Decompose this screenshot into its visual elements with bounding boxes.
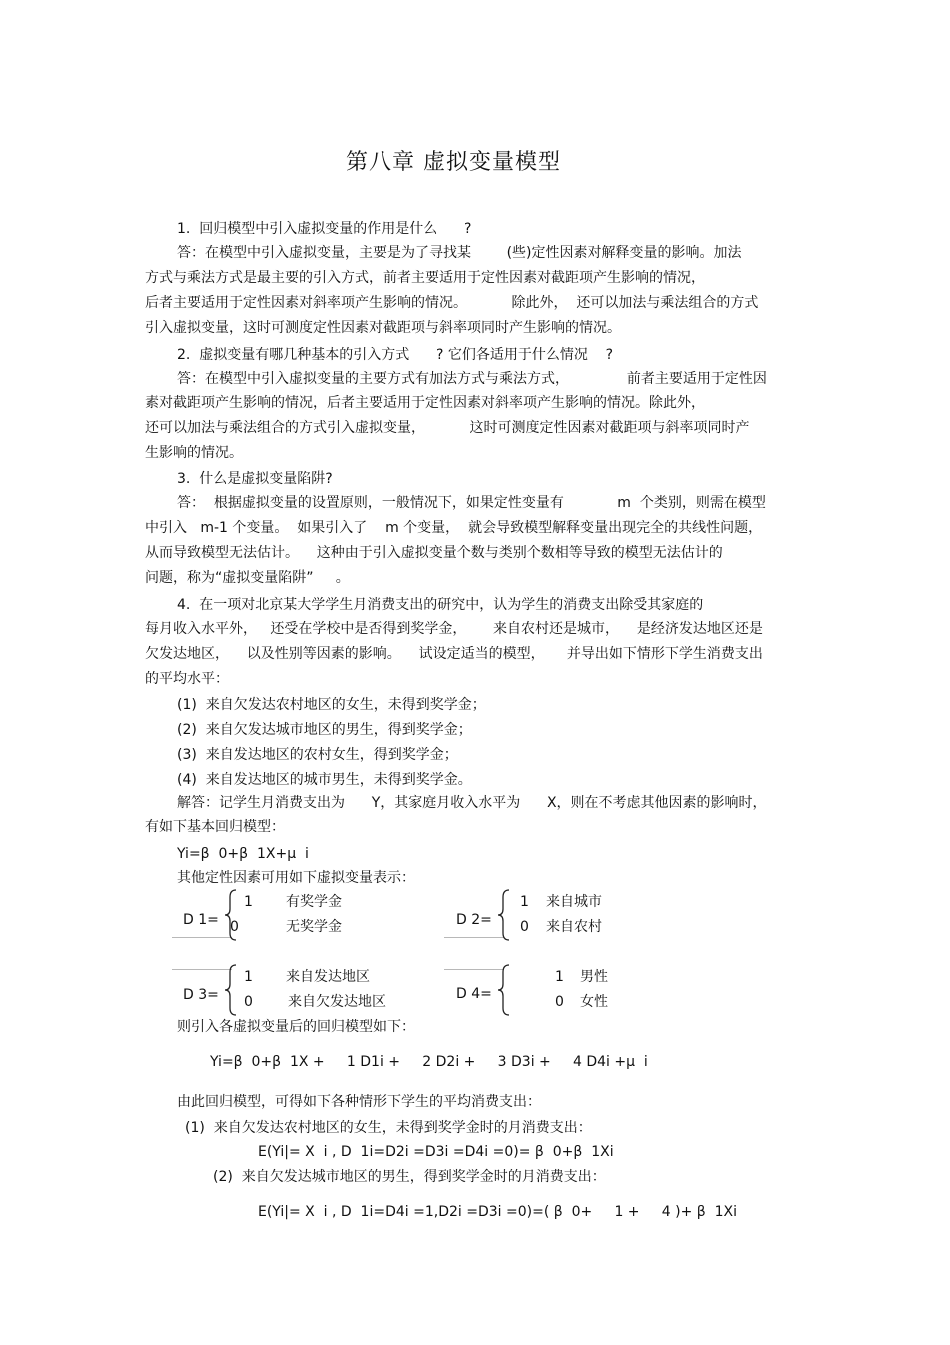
question-2: 2. 虚拟变量有哪几种基本的引入方式 ? 它们各适用于什么情况 ? bbox=[177, 347, 614, 363]
question-3: 3. 什么是虚拟变量陷阱? bbox=[177, 471, 333, 487]
dummy-d3-one-value: 1 bbox=[244, 969, 253, 985]
answer-2-line: 还可以加法与乘法组合的方式引入虚拟变量， 这时可测度定性因素对截距项与斜率项同时产 bbox=[145, 420, 750, 436]
answer-1-line: 答：在模型中引入虚拟变量，主要是为了寻找某 (些)定性因素对解释变量的影响。加法 bbox=[177, 245, 742, 261]
answer-1-line: 方式与乘法方式是最主要的引入方式，前者主要适用于定性因素对截距项产生影响的情况， bbox=[145, 270, 705, 286]
mean-case-formula: E(Yi|= X i , D 1i=D2i =D3i =D4i =0)= β 0+β 1Xi bbox=[258, 1144, 614, 1160]
answer-3-line: 从而导致模型无法估计。 这种由于引入虚拟变量个数与类别个数相等导致的模型无法估计的 bbox=[145, 545, 723, 561]
dummy-d2-one-text: 来自城市 bbox=[546, 894, 602, 910]
model-intro: 则引入各虚拟变量后的回归模型如下： bbox=[177, 1019, 415, 1035]
dummy-d1-zero-value: 0 bbox=[230, 919, 239, 935]
brace-icon bbox=[497, 889, 513, 941]
question-4-line: 4. 在一项对北京某大学学生月消费支出的研究中，认为学生的消费支出除受其家庭的 bbox=[177, 597, 704, 613]
dummy-d3-zero-text: 来自欠发达地区 bbox=[288, 994, 386, 1010]
question-1: 1. 回归模型中引入虚拟变量的作用是什么 ? bbox=[177, 221, 472, 237]
divider-rule bbox=[172, 937, 232, 938]
answer-3-line: 问题，称为“虚拟变量陷阱” 。 bbox=[145, 570, 350, 586]
dummy-d4-one-value: 1 bbox=[555, 969, 564, 985]
dummy-d4-zero-value: 0 bbox=[555, 994, 564, 1010]
dummy-d1-label: D 1= bbox=[183, 912, 219, 928]
case-item: (4) 来自发达地区的城市男生，未得到奖学金。 bbox=[177, 772, 472, 788]
dummy-d2-zero-text: 来自农村 bbox=[546, 919, 602, 935]
mean-intro: 由此回归模型，可得如下各种情形下学生的平均消费支出： bbox=[177, 1094, 541, 1110]
brace-icon bbox=[497, 964, 513, 1016]
solution-line: 有如下基本回归模型： bbox=[145, 819, 285, 835]
answer-1-line: 后者主要适用于定性因素对斜率项产生影响的情况。 除此外， 还可以加法与乘法组合的方式 bbox=[145, 295, 759, 311]
dummy-intro: 其他定性因素可用如下虚拟变量表示： bbox=[177, 870, 415, 886]
dummy-d2-one-value: 1 bbox=[520, 894, 529, 910]
divider-rule bbox=[444, 937, 504, 938]
question-4-line: 欠发达地区， 以及性别等因素的影响。 试设定适当的模型， 并导出如下情形下学生消费支出 bbox=[145, 646, 763, 662]
chapter-title: 第八章 虚拟变量模型 bbox=[346, 150, 561, 175]
dummy-d3-zero-value: 0 bbox=[244, 994, 253, 1010]
answer-2-line: 生影响的情况。 bbox=[145, 445, 243, 461]
full-model-equation: Yi=β 0+β 1X + 1 D1i + 2 D2i + 3 D3i + 4 D4i +μ i bbox=[210, 1054, 648, 1070]
divider-rule bbox=[444, 969, 504, 970]
answer-3-line: 中引入 m-1 个变量。 如果引入了 m 个变量， 就会导致模型解释变量出现完全的共线性问题， bbox=[145, 520, 763, 536]
dummy-d3-label: D 3= bbox=[183, 987, 219, 1003]
dummy-d2-label: D 2= bbox=[456, 912, 492, 928]
solution-line: 解答：记学生月消费支出为 Y，其家庭月收入水平为 X，则在不考虑其他因素的影响时， bbox=[177, 795, 767, 811]
dummy-d4-one-text: 男性 bbox=[580, 969, 608, 985]
mean-case-label: (1) 来自欠发达农村地区的女生，未得到奖学金时的月消费支出： bbox=[185, 1120, 592, 1136]
answer-2-line: 答：在模型中引入虚拟变量的主要方式有加法方式与乘法方式， 前者主要适用于定性因 bbox=[177, 371, 767, 387]
dummy-d1-zero-text: 无奖学金 bbox=[286, 919, 342, 935]
question-4-line: 的平均水平： bbox=[145, 671, 229, 687]
dummy-d4-label: D 4= bbox=[456, 986, 492, 1002]
answer-3-line: 答： 根据虚拟变量的设置原则，一般情况下，如果定性变量有 m 个类别，则需在模型 bbox=[177, 495, 766, 511]
dummy-d2-zero-value: 0 bbox=[520, 919, 529, 935]
answer-2-line: 素对截距项产生影响的情况，后者主要适用于定性因素对斜率项产生影响的情况。除此外， bbox=[145, 395, 705, 411]
dummy-d1-one-value: 1 bbox=[244, 894, 253, 910]
base-model-equation: Yi=β 0+β 1X+μ i bbox=[177, 846, 309, 862]
dummy-d4-zero-text: 女性 bbox=[580, 994, 608, 1010]
case-item: (2) 来自欠发达城市地区的男生，得到奖学金； bbox=[177, 722, 472, 738]
question-4-line: 每月收入水平外， 还受在学校中是否得到奖学金， 来自农村还是城市， 是经济发达地区还是 bbox=[145, 621, 763, 637]
case-item: (1) 来自欠发达农村地区的女生，未得到奖学金； bbox=[177, 697, 486, 713]
case-item: (3) 来自发达地区的农村女生，得到奖学金； bbox=[177, 747, 458, 763]
divider-rule bbox=[172, 969, 232, 970]
mean-case-formula: E(Yi|= X i , D 1i=D4i =1,D2i =D3i =0)=( β 0+ 1 + 4 )+ β 1Xi bbox=[258, 1204, 738, 1220]
dummy-d3-one-text: 来自发达地区 bbox=[286, 969, 370, 985]
brace-icon bbox=[224, 964, 240, 1016]
answer-1-line: 引入虚拟变量，这时可测度定性因素对截距项与斜率项同时产生影响的情况。 bbox=[145, 320, 621, 336]
dummy-d1-one-text: 有奖学金 bbox=[286, 894, 342, 910]
mean-case-label: (2) 来自欠发达城市地区的男生，得到奖学金时的月消费支出： bbox=[213, 1169, 606, 1185]
